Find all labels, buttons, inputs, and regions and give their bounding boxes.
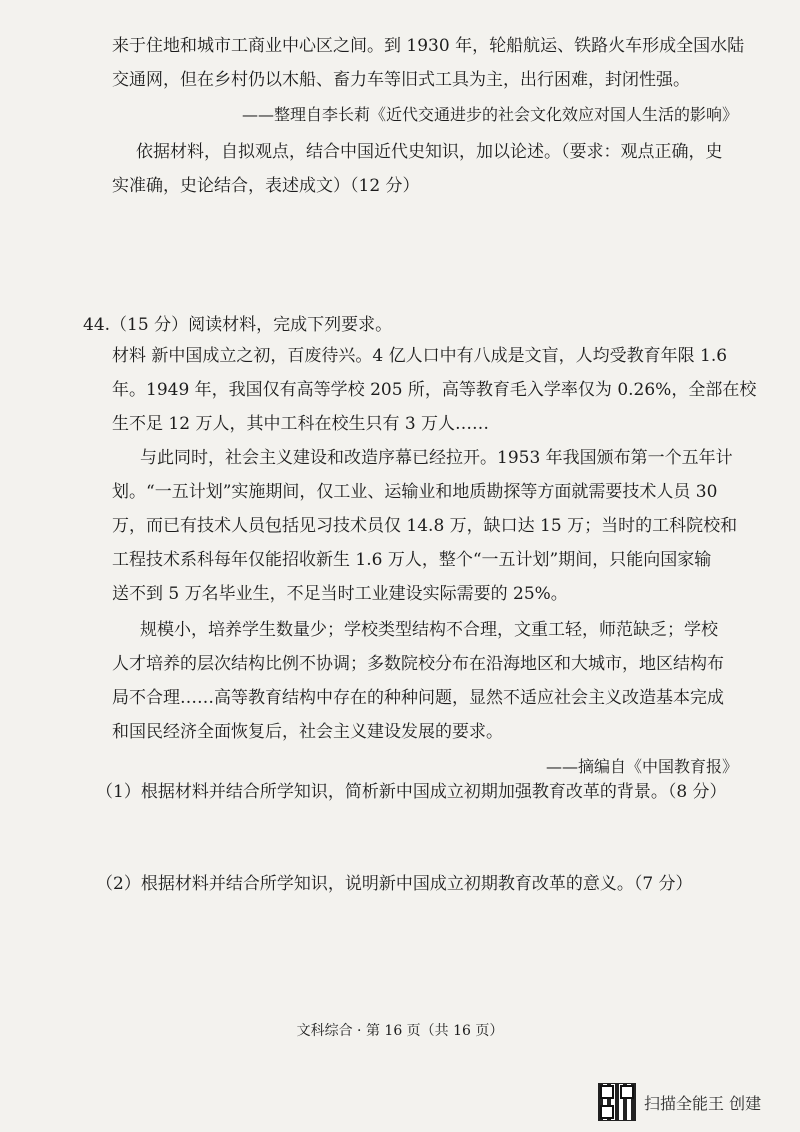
material-p3-line-2: 人才培养的层次结构比例不协调；多数院校分布在沿海地区和大城市，地区结构布	[112, 654, 724, 674]
page-footer: 文科综合 · 第 16 页（共 16 页）	[296, 1023, 504, 1039]
material-p3-line-4: 和国民经济全面恢复后，社会主义建设发展的要求。	[112, 722, 503, 742]
scanner-watermark	[598, 1083, 761, 1121]
material-p2-line-2: 划。“一五计划”实施期间，仅工业、运输业和地质勘探等方面就需要技术人员 30	[112, 482, 718, 502]
material-source: ——摘编自《中国教育报》	[545, 757, 738, 776]
material-p2-line-3: 万，而已有技术人员包括见习技术员仅 14.8 万，缺口达 15 万；当时的工科院校和	[112, 516, 738, 536]
scanner-watermark-text: 扫描全能王 创建	[644, 1093, 762, 1113]
sub-question-1: （1）根据材料并结合所学知识，简析新中国成立初期加强教育改革的背景。（8 分）	[96, 782, 727, 802]
material-p1-line-1: 材料 新中国成立之初，百废待兴。4 亿人口中有八成是文盲，人均受教育年限 1.6	[112, 346, 728, 366]
material-p2-line-5: 送不到 5 万名毕业生，不足当时工业建设实际需要的 25%。	[112, 584, 568, 604]
qr-code-icon	[598, 1083, 636, 1121]
sub-question-2: （2）根据材料并结合所学知识，说明新中国成立初期教育改革的意义。（7 分）	[96, 874, 693, 894]
material-p1-line-3: 生不足 12 万人，其中工科在校生只有 3 万人……	[112, 414, 490, 434]
top-material-source: ——整理自李长莉《近代交通进步的社会文化效应对国人生活的影响》	[241, 105, 738, 124]
material-p3-line-3: 局不合理……高等教育结构中存在的种种问题，显然不适应社会主义改造基本完成	[112, 688, 724, 708]
top-requirement-line-1: 依据材料，自拟观点，结合中国近代史知识，加以论述。（要求：观点正确，史	[136, 142, 723, 162]
top-material-line-1: 来于住地和城市工商业中心区之间。到 1930 年，轮船航运、铁路火车形成全国水陆	[112, 36, 745, 56]
material-p2-line-4: 工程技术系科每年仅能招收新生 1.6 万人，整个“一五计划”期间，只能向国家输	[112, 550, 712, 570]
question-44-heading: 44.（15 分）阅读材料，完成下列要求。	[83, 315, 393, 335]
top-material-line-2: 交通网，但在乡村仍以木船、畜力车等旧式工具为主，出行困难，封闭性强。	[112, 70, 690, 90]
top-requirement-line-2: 实准确，史论结合，表述成文）（12 分）	[112, 176, 420, 196]
material-p1-line-2: 年。1949 年，我国仅有高等学校 205 所，高等教育毛入学率仅为 0.26%，全部在校	[112, 380, 757, 400]
material-p3-line-1: 规模小，培养学生数量少；学校类型结构不合理，文重工轻，师范缺乏；学校	[140, 620, 718, 640]
material-p2-line-1: 与此同时，社会主义建设和改造序幕已经拉开。1953 年我国颁布第一个五年计	[140, 448, 733, 468]
